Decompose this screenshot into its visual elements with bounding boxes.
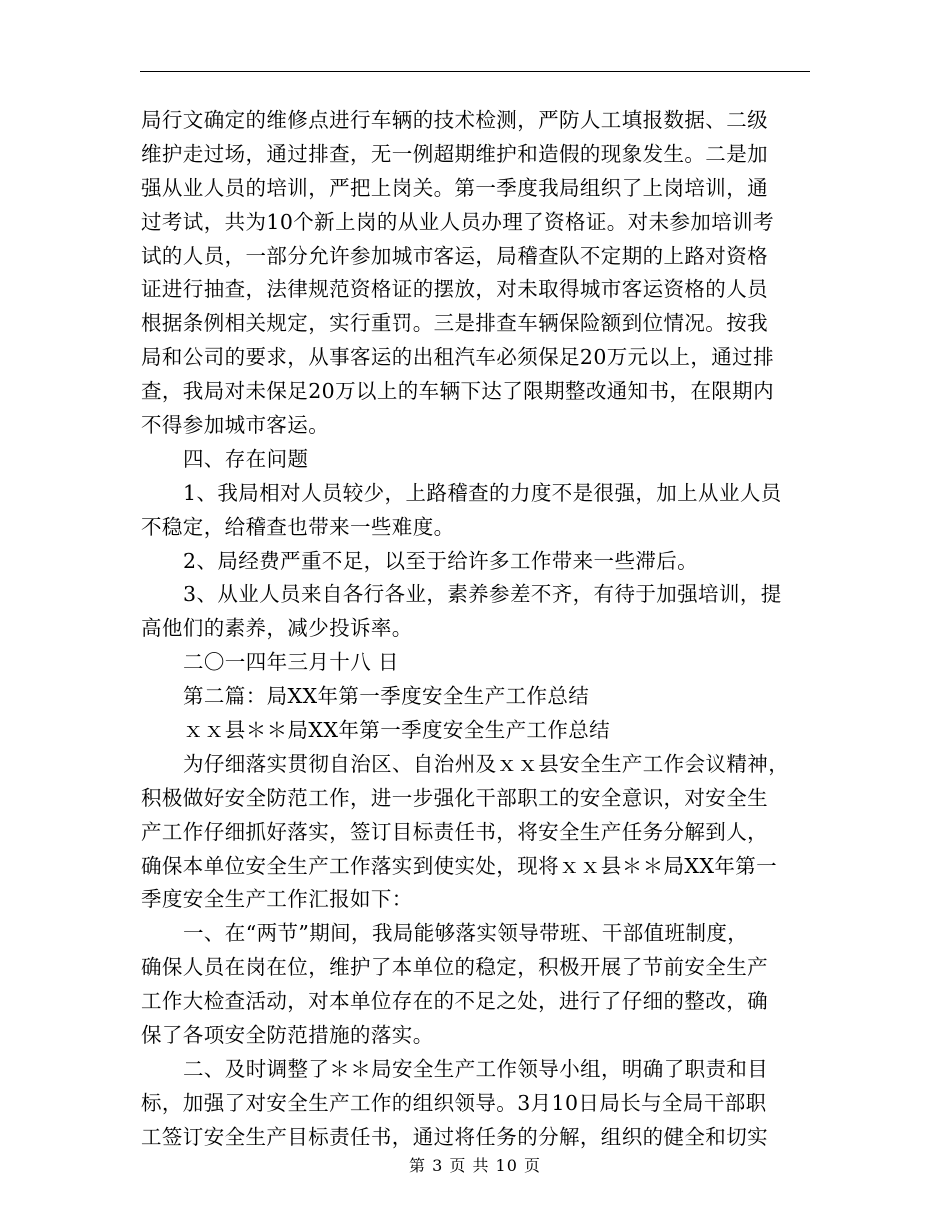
text-line: 保了各项安全防范措施的落实。 — [141, 1023, 434, 1048]
text-line: ｘｘ县＊＊局XX年第一季度安全生产工作总结 — [183, 718, 611, 743]
text-line: 一、在“两节”期间，我局能够落实领导带班、干部值班制度， — [183, 921, 749, 946]
page-footer: 第 3 页 共 10 页 — [409, 1156, 541, 1175]
text-line: 1、我局相对人员较少，上路稽查的力度不是很强，加上从业人员 — [183, 480, 782, 505]
text-line: 局和公司的要求，从事客运的出租汽车必须保足20万元以上，通过排 — [141, 345, 774, 370]
text-line: 2、局经费严重不足，以至于给许多工作带来一些滞后。 — [183, 548, 699, 573]
text-line: 产工作仔细抓好落实，签订目标责任书，将安全生产任务分解到人， — [141, 819, 768, 844]
text-line: 根据条例相关规定，实行重罚。三是排查车辆保险额到位情况。按我 — [141, 311, 768, 336]
text-line: 试的人员，一部分允许参加城市客运，局稽查队不定期的上路对资格 — [141, 243, 768, 268]
text-line: 不得参加城市客运。 — [141, 413, 330, 438]
text-line: 维护走过场，通过排查，无一例超期维护和造假的现象发生。二是加 — [141, 141, 768, 166]
text-line: 标，加强了对安全生产工作的组织领导。3月10日局长与全局干部职 — [141, 1090, 767, 1115]
text-line: 确保人员在岗在位，维护了本单位的稳定，积极开展了节前安全生产 — [141, 955, 768, 980]
text-line: 局行文确定的维修点进行车辆的技术检测，严防人工填报数据、二级 — [141, 108, 768, 132]
text-line: 工作大检查活动，对本单位存在的不足之处，进行了仔细的整改，确 — [141, 989, 768, 1014]
text-line: 为仔细落实贯彻自治区、自治州及ｘｘ县安全生产工作会议精神， — [183, 751, 790, 776]
text-line: 确保本单位安全生产工作落实到使实处，现将ｘｘ县＊＊局XX年第一 — [141, 853, 778, 878]
text-line: 过考试，共为10个新上岗的从业人员办理了资格证。对未参加培训考 — [141, 209, 774, 234]
text-line: 第二篇：局XX年第一季度安全生产工作总结 — [183, 684, 590, 709]
text-line: 不稳定，给稽查也带来一些难度。 — [141, 514, 455, 539]
text-line: 二、及时调整了＊＊局安全生产工作领导小组，明确了职责和目 — [183, 1056, 769, 1081]
header-rule — [140, 71, 810, 72]
text-line: 四、存在问题 — [183, 446, 309, 471]
text-line: 证进行抽查，法律规范资格证的摆放，对未取得城市客运资格的人员 — [141, 277, 768, 302]
text-line: 季度安全生产工作汇报如下： — [141, 887, 413, 912]
text-line: 高他们的素养，减少投诉率。 — [141, 616, 413, 641]
text-line: 积极做好安全防范工作，进一步强化干部职工的安全意识，对安全生 — [141, 785, 768, 810]
text-line: 强从业人员的培训，严把上岗关。第一季度我局组织了上岗培训，通 — [141, 175, 768, 200]
text-line: 查，我局对未保足20万以上的车辆下达了限期整改通知书，在限期内 — [141, 379, 774, 404]
text-line: 二〇一四年三月十八 日 — [183, 650, 399, 675]
text-line: 3、从业人员来自各行各业，素养参差不齐，有待于加强培训，提 — [183, 582, 782, 607]
text-line: 工签订安全生产目标责任书，通过将任务的分解，组织的健全和切实 — [141, 1124, 768, 1149]
document-body — [141, 104, 816, 1155]
